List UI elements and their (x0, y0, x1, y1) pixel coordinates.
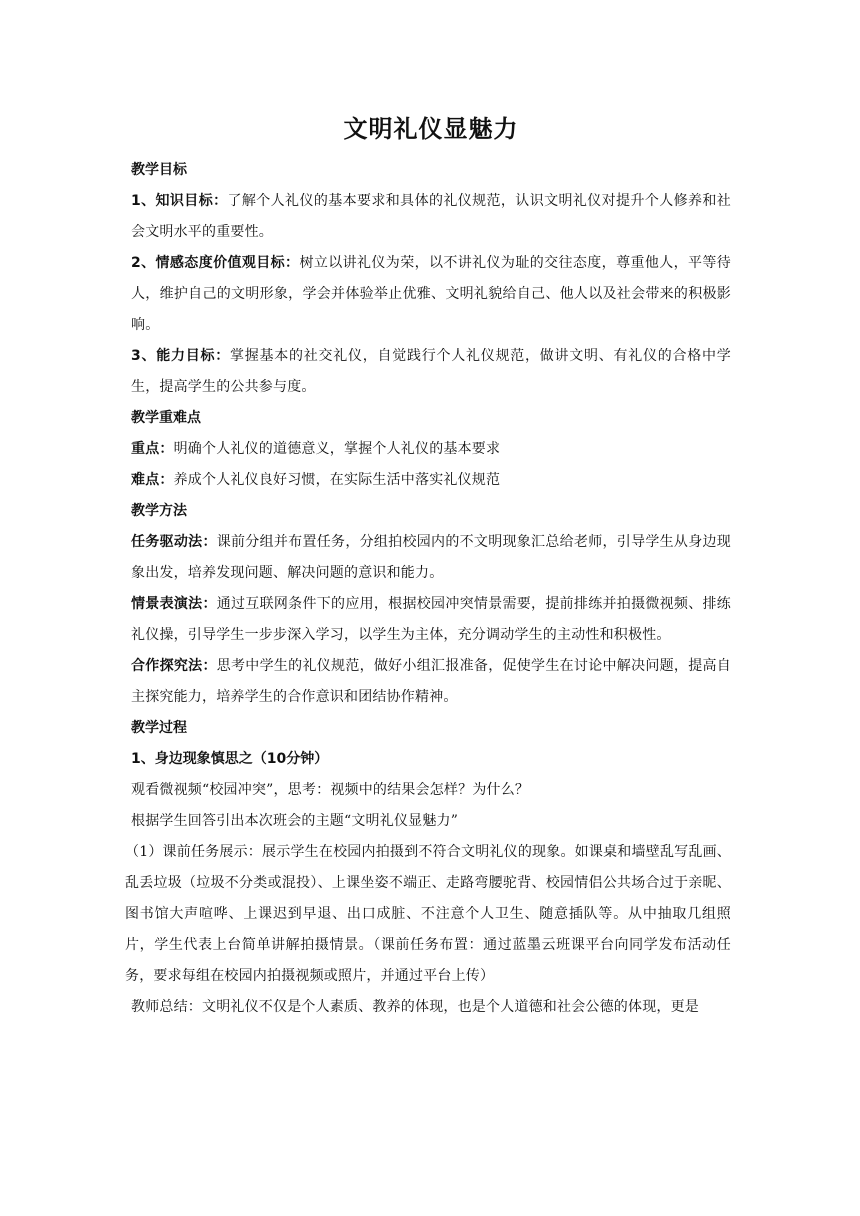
keypoint-item-focus (131, 434, 731, 465)
method-item-cooperative (131, 651, 731, 713)
goal-text: 掌握基本的社交礼仪，自觉践行个人礼仪规范，做讲文明、有礼仪的合格中学生，提高学生的公共参与度。 (131, 348, 731, 395)
method-item-task (131, 527, 731, 589)
section-heading-methods: 教学方法 (131, 503, 187, 519)
method-text: 思考中学生的礼仪规范，做好小组汇报准备，促使学生在讨论中解决问题，提高自主探究能力，培养学生的合作意识和团结协作精神。 (131, 658, 731, 705)
goal-text: 树立以讲礼仪为荣，以不讲礼仪为耻的交往态度，尊重他人，平等待人，维护自己的文明形象，学会并体验举止优雅、文明礼貌给自己、他人以及社会带来的积极影响。 (131, 255, 732, 333)
process-paragraph: 观看微视频“校园冲突”，思考：视频中的结果会怎样？为什么？ (131, 782, 530, 798)
keypoint-item-difficulty (131, 465, 731, 496)
method-text: 通过互联网条件下的应用，根据校园冲突情景需要，提前排练并拍摄微视频、排练礼仪操，引导学生一步步深入学习，以学生为主体，充分调动学生的主动性和积极性。 (131, 596, 731, 643)
goal-text: 了解个人礼仪的基本要求和具体的礼仪规范，认识文明礼仪对提升个人修养和社会文明水平的重要性。 (131, 193, 731, 240)
document-page (125, 112, 732, 1023)
method-label: 合作探究法： (131, 658, 217, 674)
process-paragraph: 教师总结：文明礼仪不仅是个人素质、教养的体现，也是个人道德和社会公德的体现，更是 (131, 999, 699, 1015)
keypoint-label: 重点： (131, 441, 174, 457)
process-paragraph: （1）课前任务展示：展示学生在校园内拍摄到不符合文明礼仪的现象。如课桌和墙壁乱写乱画、乱丢垃圾（垃圾不分类或混投）、上课坐姿不端正、走路弯腰驼背、校园情侣公共场合过于亲昵、图书馆大声喧哗、上课迟到早退、出口成脏、不注意个人卫生、随意插队等。从中抽取几组照片，学生代表上台简单讲解拍摄情景。（课前任务布置：通过蓝墨云班课平台向同学发布活动任务，要求每组在校园内拍摄视频或照片，并通过平台上传） (125, 844, 731, 984)
section-heading-keypoints: 教学重难点 (131, 410, 201, 426)
process-step-heading: 1、身边现象慎思之（10分钟） (131, 751, 329, 767)
keypoint-label: 难点： (131, 472, 174, 488)
document-title: 文明礼仪显魅力 (343, 115, 519, 143)
goal-item-attitude (131, 248, 731, 341)
method-text: 课前分组并布置任务，分组拍校园内的不文明现象汇总给老师，引导学生从身边现象出发，培养发现问题、解决问题的意识和能力。 (131, 534, 731, 581)
section-heading-process: 教学过程 (131, 720, 187, 736)
keypoint-text: 养成个人礼仪良好习惯，在实际生活中落实礼仪规范 (173, 472, 501, 488)
goal-label: 3、能力目标： (131, 348, 230, 364)
goal-label: 1、知识目标： (131, 193, 228, 209)
method-label: 情景表演法： (131, 596, 217, 612)
goal-item-knowledge (131, 186, 731, 248)
process-paragraph: 根据学生回答引出本次班会的主题“文明礼仪显魅力” (131, 813, 459, 829)
goal-label: 2、情感态度价值观目标： (131, 255, 300, 271)
goal-item-ability (131, 341, 731, 403)
method-label: 任务驱动法： (131, 534, 217, 550)
section-heading-goals: 教学目标 (131, 162, 187, 178)
method-item-scenario (131, 589, 731, 651)
keypoint-text: 明确个人礼仪的道德意义，掌握个人礼仪的基本要求 (173, 441, 501, 457)
